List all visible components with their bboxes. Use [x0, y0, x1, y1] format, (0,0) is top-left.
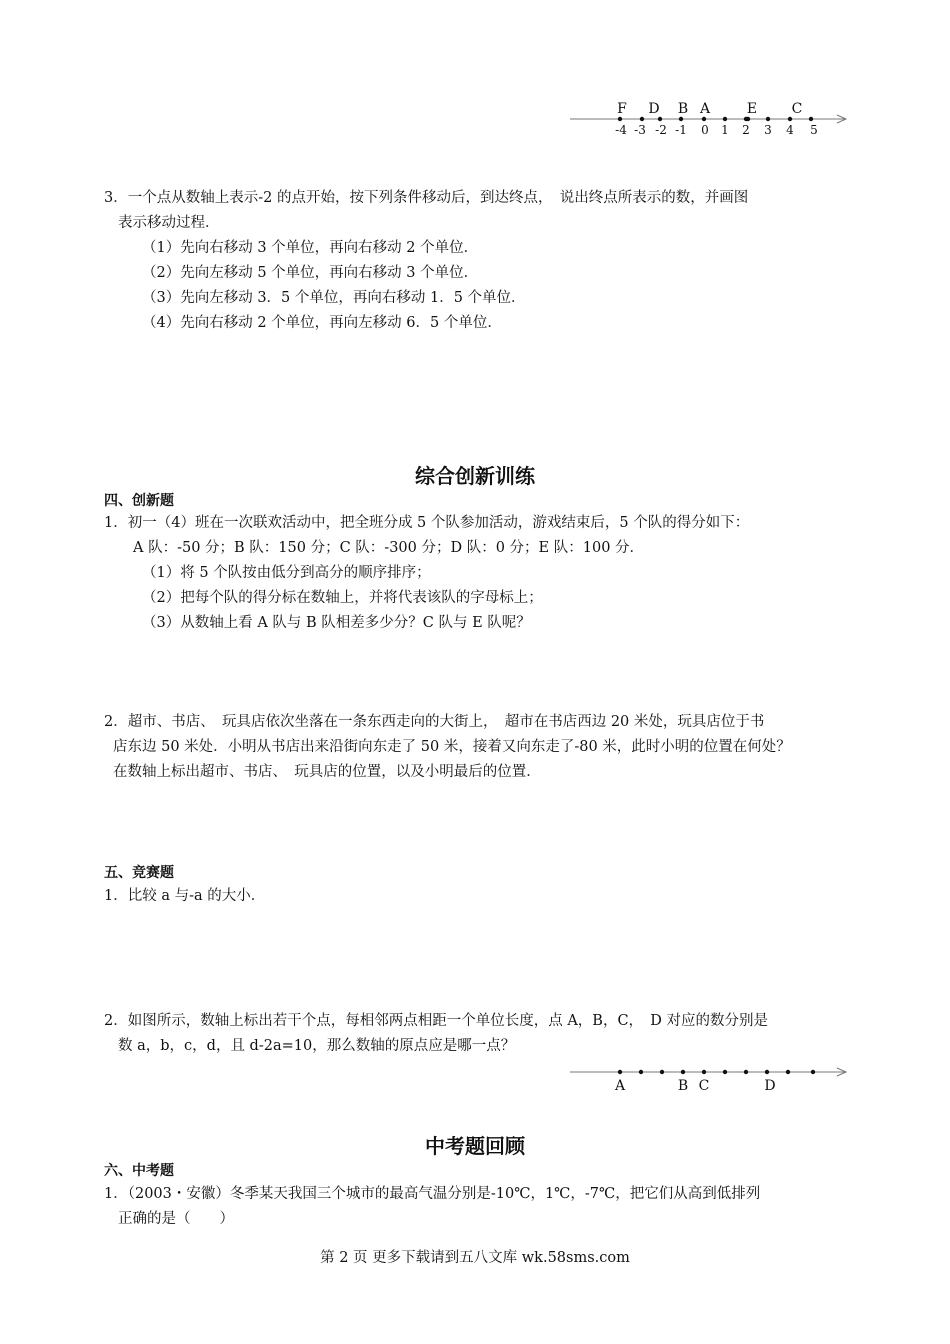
q3-item-3: （3）先向左移动 3．5 个单位，再向右移动 1．5 个单位．	[142, 290, 526, 306]
nl1-letter-D: D	[648, 101, 660, 117]
nl2-point-6	[723, 1070, 727, 1074]
nl1-tick-0: 0	[701, 123, 709, 137]
nl2-label-C: C	[698, 1078, 710, 1094]
innovation-q1-item-1: （1）将 5 个队按由低分到高分的顺序排序；	[142, 565, 431, 581]
nl1-tick-4: 4	[786, 123, 794, 137]
number-line-2	[565, 1060, 855, 1096]
nl1-tick--2: -2	[655, 123, 667, 137]
heading-exam: 六、中考题	[104, 1163, 174, 1179]
section-title-exam: 中考题回顾	[425, 1134, 525, 1158]
nl2-point-2	[639, 1070, 643, 1074]
nl1-point-8	[746, 117, 750, 121]
heading-innovation: 四、创新题	[104, 493, 174, 509]
nl1-letter-C: C	[791, 101, 803, 117]
contest-q2-line2: 数 a，b，c，d，且 d-2a=10，那么数轴的原点应是哪一点？	[118, 1038, 516, 1054]
nl1-tick-1: 1	[721, 123, 729, 137]
innovation-q1-scores: A 队：-50 分；B 队：150 分；C 队：-300 分；D 队：0 分；E 队：100 分．	[133, 540, 645, 556]
nl2-point-9	[786, 1070, 790, 1074]
nl1-letter-B: B	[677, 101, 689, 117]
nl1-point-10	[788, 117, 792, 121]
innovation-q1-item-3: （3）从数轴上看 A 队与 B 队相差多少分？C 队与 E 队呢？	[142, 615, 531, 631]
nl1-tick-5: 5	[810, 123, 818, 137]
nl1-tick--3: -3	[634, 123, 646, 137]
nl1-point-4	[679, 117, 683, 121]
contest-q1: 1．比较 a 与-a 的大小．	[104, 888, 266, 904]
innovation-q2-line1: 2．超市、书店、 玩具店依次坐落在一条东西走向的大街上， 超市在书店西边 20 米处，玩具店位于书	[104, 714, 765, 730]
nl1-letter-F: F	[617, 101, 627, 117]
number-line-1	[565, 94, 855, 140]
innovation-q1-stem: 1．初一（4）班在一次联欢活动中，把全班分成 5 个队参加活动，游戏结束后，5 个队的得分如下：	[104, 515, 750, 531]
nl1-point-1	[618, 117, 622, 121]
q3-item-1: （1）先向右移动 3 个单位，再向右移动 2 个单位．	[142, 240, 479, 256]
nl1-letter-A: A	[699, 101, 711, 117]
nl1-point-11	[809, 117, 813, 121]
innovation-q2-line2: 店东边 50 米处．小明从书店出来沿街向东走了 50 米，接着又向东走了-80 米，此时小明的位置在何处？	[113, 739, 791, 755]
exam-q1-line2: 正确的是（ ）	[118, 1211, 234, 1227]
nl1-tick--1: -1	[675, 123, 687, 137]
nl1-tick-3: 3	[764, 123, 772, 137]
nl2-label-A: A	[614, 1078, 626, 1094]
nl2-point-8	[765, 1070, 769, 1074]
q3-stem-line1: 3．一个点从数轴上表示-2 的点开始，按下列条件移动后，到达终点， 说出终点所表示的数，并画图	[104, 190, 749, 206]
innovation-q1-item-2: （2）把每个队的得分标在数轴上，并将代表该队的字母标上；	[142, 590, 543, 606]
exam-q1-line1: 1．（2003・安徽）冬季某天我国三个城市的最高气温分别是-10℃，1℃，-7℃，把它们从高到低排列	[104, 1186, 761, 1202]
nl1-tick--4: -4	[615, 123, 627, 137]
nl2-point-7	[744, 1070, 748, 1074]
nl1-point-5	[702, 117, 706, 121]
heading-contest: 五、竞赛题	[104, 865, 174, 881]
nl1-point-6	[723, 117, 727, 121]
nl2-point-5	[702, 1070, 706, 1074]
nl1-point-3	[658, 117, 662, 121]
q3-stem-line2: 表示移动过程．	[118, 215, 220, 231]
section-title-innovation: 综合创新训练	[415, 464, 535, 488]
q3-item-2: （2）先向左移动 5 个单位，再向右移动 3 个单位．	[142, 265, 479, 281]
nl1-letter-E: E	[746, 101, 758, 117]
contest-q2-line1: 2．如图所示，数轴上标出若干个点，每相邻两点相距一个单位长度，点 A，B，C， D 对应的数分别是	[104, 1013, 769, 1029]
nl1-point-9	[766, 117, 770, 121]
nl2-point-4	[681, 1070, 685, 1074]
nl2-point-1	[618, 1070, 622, 1074]
nl2-point-10	[811, 1070, 815, 1074]
nl1-tick-2: 2	[742, 123, 750, 137]
nl1-point-2	[640, 117, 644, 121]
innovation-q2-line3: 在数轴上标出超市、书店、 玩具店的位置，以及小明最后的位置．	[113, 764, 541, 780]
nl2-label-B: B	[677, 1078, 689, 1094]
q3-item-4: （4）先向右移动 2 个单位，再向左移动 6．5 个单位．	[142, 315, 502, 331]
page-footer: 第 2 页 更多下载请到五八文库 wk.58sms.com	[320, 1250, 630, 1266]
nl2-point-3	[660, 1070, 664, 1074]
nl2-label-D: D	[764, 1078, 776, 1094]
